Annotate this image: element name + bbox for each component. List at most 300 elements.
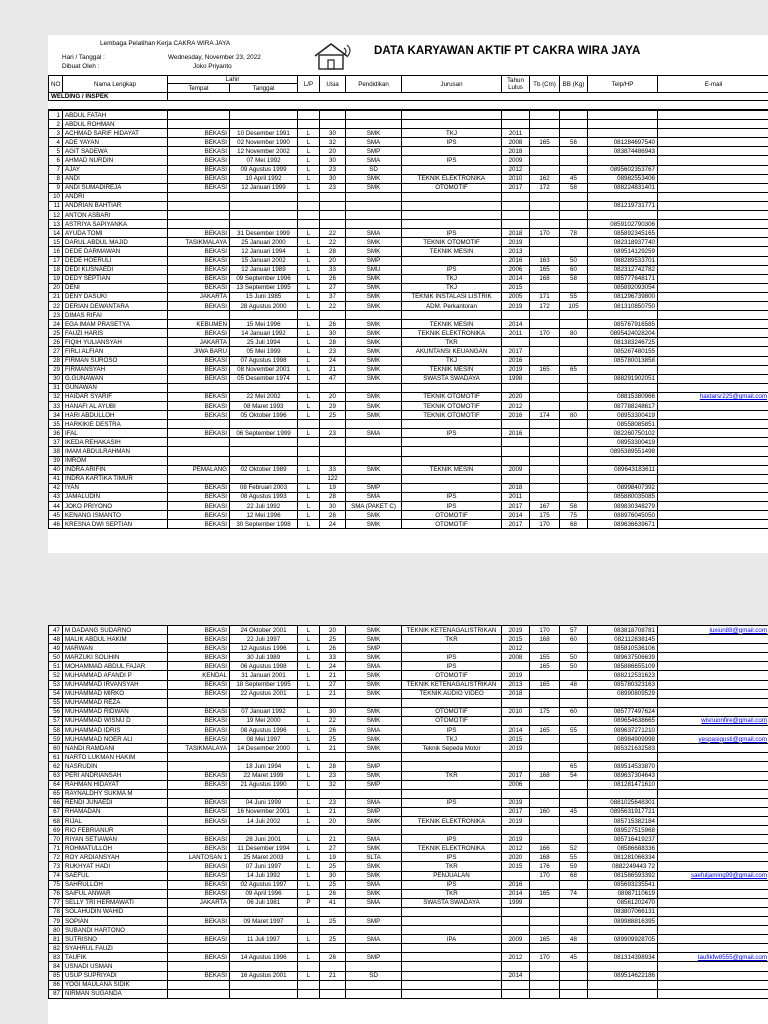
cell-tb [530,962,560,971]
cell-jurusan: OTOMOTIF [402,520,502,529]
cell-nama: GUNAWAN [63,383,168,392]
cell-jurusan [402,220,502,229]
cell-bb [560,944,588,953]
cell-no: 51 [49,662,63,671]
cell-email [658,338,768,347]
cell-usia: 28 [320,338,346,347]
cell-tanggal: 06 Juli 1981 [230,898,298,907]
cell-tempat: BEKASI [168,835,230,844]
cell-pendidikan: SMK [346,735,402,744]
cell-pendidikan [346,789,402,798]
cell-bb [560,483,588,492]
cell-jurusan [402,926,502,935]
cell-telp: 085892093054 [588,283,658,292]
table-row [49,907,768,916]
cell-nama: KRESNA DWI SEPTIAN [63,520,168,529]
sheet-header [48,35,768,110]
cell-lp [298,111,320,120]
cell-tanggal: 28 Agustus 2000 [230,301,298,310]
cell-tanggal: 19 Mei 2000 [230,716,298,725]
cell-tb: 168 [530,635,560,644]
table-row [49,753,768,762]
cell-email [658,926,768,935]
cell-jurusan: TEKNIK MESIN [402,465,502,474]
cell-bb [560,320,588,329]
cell-nama: IMROM [63,456,168,465]
cell-jurusan: TEKNIK INSTALASI LISTRIK [402,292,502,301]
table-row [49,192,768,201]
cell-tempat: BEKASI [168,889,230,898]
cell-email: haidarsr225@gmail.com [658,392,768,401]
cell-bb [560,247,588,256]
cell-pendidikan: SMK [346,465,402,474]
cell-tahun: 2016 [502,429,530,438]
cell-tempat: BEKASI [168,356,230,365]
cell-usia: 21 [320,689,346,698]
cell-email: luxiun88@gmail.com [658,626,768,635]
cell-lp: L [298,880,320,889]
table-row [49,807,768,816]
sheet-page-2 [48,625,768,1024]
cell-tempat: BEKASI [168,807,230,816]
cell-tempat [168,962,230,971]
cell-tb [530,789,560,798]
cell-lp [298,907,320,916]
cell-tanggal: 08 Maret 1993 [230,402,298,411]
cell-jurusan: Teknik Sepeda Motor [402,744,502,753]
cell-telp: 081296739800 [588,292,658,301]
cell-email [658,174,768,183]
cell-tempat: BEKASI [168,971,230,980]
cell-nama: HANAFI AL AYUBI [63,402,168,411]
cell-tanggal: 09 Agustus 1999 [230,165,298,174]
cell-tahun [502,192,530,201]
cell-tahun [502,220,530,229]
cell-lp: L [298,229,320,238]
cell-pendidikan: SMA [346,156,402,165]
cell-pendidikan: SMK [346,671,402,680]
cell-bb [560,898,588,907]
cell-telp: 085767916585 [588,320,658,329]
cell-nama: RHAMADAN [63,807,168,816]
cell-usia [320,989,346,998]
cell-nama: ANDRI [63,192,168,201]
cell-usia: 25 [320,880,346,889]
cell-telp [588,980,658,989]
cell-nama: NARTO LUKMAN HAKIM [63,753,168,762]
cell-bb [560,156,588,165]
cell-email: wisnuonfire@gmail.com [658,716,768,725]
cell-tanggal: 02 Oktober 1989 [230,465,298,474]
employee-table-2 [48,625,768,999]
cell-lp: L [298,429,320,438]
cell-usia: 24 [320,520,346,529]
cell-email [658,502,768,511]
cell-usia [320,926,346,935]
cell-usia [320,201,346,210]
cell-tb [530,447,560,456]
cell-tanggal [230,474,298,483]
cell-usia: 26 [320,511,346,520]
cell-tb: 175 [530,707,560,716]
cell-nama: MUHAMMAD WISNU D [63,716,168,725]
cell-bb: 65 [560,762,588,771]
cell-bb [560,238,588,247]
cell-telp: 088976045050 [588,511,658,520]
cell-bb: 56 [560,138,588,147]
cell-pendidikan: SMK [346,520,402,529]
table-row [49,671,768,680]
cell-tb [530,980,560,989]
cell-tempat: BEKASI [168,626,230,635]
cell-tempat: BEKASI [168,871,230,880]
cell-bb [560,644,588,653]
cell-usia: 25 [320,935,346,944]
cell-jurusan [402,698,502,707]
cell-tanggal: 15 Mei 1996 [230,320,298,329]
cell-telp: 08953300419 [588,438,658,447]
cell-nama: DEDI KUSNAEDI [63,265,168,274]
cell-tahun: 2012 [502,402,530,411]
cell-pendidikan [346,447,402,456]
cell-tahun [502,753,530,762]
col-lahir: Lahir [168,76,298,84]
cell-tahun: 2012 [502,165,530,174]
cell-telp: 0895602353767 [588,165,658,174]
cell-tanggal: 16 November 2001 [230,807,298,816]
cell-jurusan [402,753,502,762]
cell-lp: L [298,689,320,698]
cell-no: 71 [49,844,63,853]
cell-jurusan [402,311,502,320]
cell-lp: L [298,347,320,356]
cell-tanggal: 12 November 2002 [230,147,298,156]
cell-no: 63 [49,771,63,780]
cell-email [658,447,768,456]
cell-tempat: BEKASI [168,511,230,520]
column-header [48,75,768,101]
table-row [49,917,768,926]
cell-jurusan: IPS [402,726,502,735]
cell-pendidikan [346,826,402,835]
cell-tanggal [230,753,298,762]
cell-tb [530,201,560,210]
cell-tb [530,483,560,492]
cell-tb [530,192,560,201]
cell-telp: 085716419237 [588,835,658,844]
cell-tahun: 2018 [502,147,530,156]
cell-usia: 23 [320,771,346,780]
cell-bb [560,989,588,998]
cell-telp: 081586593392 [588,871,658,880]
cell-tempat: BEKASI [168,653,230,662]
cell-tanggal: 30 Juli 1989 [230,653,298,662]
cell-tb: 170 [530,329,560,338]
cell-tempat [168,311,230,320]
cell-tempat [168,789,230,798]
cell-no: 54 [49,689,63,698]
cell-usia: 27 [320,283,346,292]
cell-telp: 085892345165 [588,229,658,238]
cell-tahun [502,447,530,456]
cell-tanggal [230,698,298,707]
cell-usia: 22 [320,229,346,238]
cell-telp: 08998407392 [588,483,658,492]
cell-pendidikan: SMK [346,329,402,338]
table-row [49,411,768,420]
table-row [49,635,768,644]
cell-pendidikan: SMP [346,483,402,492]
cell-lp [298,826,320,835]
table-row [49,220,768,229]
cell-tb: 170 [530,626,560,635]
cell-tempat [168,698,230,707]
table-row [49,147,768,156]
cell-jurusan: IPA [402,935,502,944]
cell-telp: 082318937740 [588,238,658,247]
cell-tanggal: 04 Juni 1999 [230,798,298,807]
cell-tb: 165 [530,265,560,274]
cell-bb: 50 [560,662,588,671]
cell-tb: 172 [530,183,560,192]
cell-tahun: 2019 [502,671,530,680]
table-row [49,174,768,183]
cell-tanggal [230,989,298,998]
cell-email [658,456,768,465]
cell-jurusan [402,944,502,953]
cell-jurusan: TEKNIK OTOMOTIF [402,402,502,411]
cell-no: 21 [49,292,63,301]
cell-nama: ABDUL FATAH [63,111,168,120]
cell-tahun: 2013 [502,680,530,689]
cell-tanggal: 11 Juli 1997 [230,935,298,944]
cell-tempat: BEKASI [168,862,230,871]
cell-jurusan: IPS [402,156,502,165]
cell-pendidikan [346,438,402,447]
cell-tb [530,944,560,953]
cell-no: 32 [49,392,63,401]
cell-tahun [502,383,530,392]
cell-nama: RAHMAN HIDAYAT [63,780,168,789]
table-row [49,980,768,989]
table-row [49,311,768,320]
cell-bb [560,716,588,725]
cell-email [658,798,768,807]
cell-jurusan [402,917,502,926]
cell-no: 34 [49,411,63,420]
cell-usia: 23 [320,429,346,438]
cell-tb: 176 [530,862,560,871]
cell-telp [588,456,658,465]
cell-pendidikan: SMP [346,780,402,789]
cell-bb: 45 [560,174,588,183]
cell-telp: 089637506639 [588,653,658,662]
cell-tb [530,816,560,825]
cell-nama: ADE YAYAN [63,138,168,147]
cell-tempat [168,989,230,998]
cell-tanggal: 08 November 2001 [230,365,298,374]
cell-email [658,962,768,971]
cell-no: 33 [49,402,63,411]
cell-tahun: 1999 [502,898,530,907]
cell-nama: MUHAMMAD MIRKO [63,689,168,698]
cell-jurusan: TEKNIK MESIN [402,320,502,329]
cell-lp: L [298,716,320,725]
cell-usia: 24 [320,356,346,365]
cell-no: 73 [49,862,63,871]
table-row [49,438,768,447]
cell-tb: 174 [530,411,560,420]
cell-usia [320,980,346,989]
cell-tempat: BEKASI [168,229,230,238]
cell-jurusan: IPS [402,835,502,844]
cell-tempat: LANTOSAN 1 [168,853,230,862]
cell-lp: L [298,411,320,420]
table-row [49,283,768,292]
cell-tanggal: 07 Juni 1997 [230,862,298,871]
cell-usia [320,211,346,220]
cell-tb [530,898,560,907]
cell-email [658,383,768,392]
cell-lp: L [298,392,320,401]
cell-tahun [502,698,530,707]
cell-lp: L [298,680,320,689]
cell-nama: ABDUL ROHMAN [63,120,168,129]
cell-tanggal [230,789,298,798]
cell-tempat: BEKASI [168,780,230,789]
cell-email [658,653,768,662]
cell-tahun [502,871,530,880]
cell-lp: L [298,653,320,662]
cell-pendidikan: SMK [346,129,402,138]
cell-usia: 30 [320,707,346,716]
cell-tb: 162 [530,174,560,183]
cell-usia: 26 [320,320,346,329]
cell-pendidikan: SMK [346,374,402,383]
cell-pendidikan [346,926,402,935]
cell-email [658,880,768,889]
cell-pendidikan: SMA [346,798,402,807]
cell-bb [560,880,588,889]
cell-lp: L [298,798,320,807]
cell-bb [560,789,588,798]
cell-jurusan: TKR [402,338,502,347]
cell-tempat: BEKASI [168,402,230,411]
cell-tanggal: 25 Januari 2000 [230,238,298,247]
cell-no: 80 [49,926,63,935]
cell-telp: 089514129259 [588,247,658,256]
cell-tahun: 2012 [502,644,530,653]
cell-jurusan: TEKNIK ELEKTRONIKA [402,844,502,853]
cell-tahun [502,989,530,998]
cell-usia: 23 [320,798,346,807]
cell-telp: 088289533701 [588,256,658,265]
cell-nama: MUHAMMAD IRVANSYAH [63,680,168,689]
cell-lp: L [298,465,320,474]
cell-email [658,744,768,753]
cell-nama: IYAN [63,483,168,492]
cell-email [658,211,768,220]
table-row [49,483,768,492]
cell-jurusan: IPS [402,662,502,671]
cell-bb [560,111,588,120]
cell-pendidikan [346,474,402,483]
table-row [49,129,768,138]
cell-email [658,192,768,201]
cell-pendidikan [346,944,402,953]
table-row [49,871,768,880]
cell-usia: 27 [320,844,346,853]
col-tb: Tb (Cm) [530,76,560,93]
cell-no: 84 [49,962,63,971]
cell-telp: 082312742782 [588,265,658,274]
cell-jurusan: TEKNIK ELEKTRONIKA [402,816,502,825]
cell-telp: 083807066131 [588,907,658,916]
cell-no: 7 [49,165,63,174]
cell-tahun [502,120,530,129]
cell-jurusan: SWASTA SWADAYA [402,898,502,907]
cell-tempat: TASIKMALAYA [168,744,230,753]
cell-nama: MUHAMMAD RIDWAN [63,707,168,716]
cell-nama: INDRA ARIFIN [63,465,168,474]
cell-tempat: BEKASI [168,147,230,156]
cell-pendidikan: SMA [346,898,402,907]
cell-email [658,147,768,156]
cell-no: 75 [49,880,63,889]
table-row [49,889,768,898]
cell-lp [298,474,320,483]
cell-usia: 25 [320,917,346,926]
cell-no: 17 [49,256,63,265]
table-row [49,816,768,825]
cell-telp: 085886655109 [588,662,658,671]
cell-tahun: 2014 [502,971,530,980]
cell-tb [530,338,560,347]
cell-usia [320,120,346,129]
cell-tempat: BEKASI [168,392,230,401]
cell-lp: L [298,365,320,374]
cell-tanggal: 24 Oktober 2001 [230,626,298,635]
cell-jurusan [402,211,502,220]
cell-pendidikan: SMU [346,265,402,274]
cell-tanggal: 18 Juni 1994 [230,762,298,771]
cell-tahun: 2011 [502,492,530,501]
cell-tahun [502,716,530,725]
table-row [49,971,768,980]
cell-tanggal [230,220,298,229]
cell-tb [530,347,560,356]
cell-tanggal: 09 September 1996 [230,274,298,283]
table-row [49,356,768,365]
cell-pendidikan: SMK [346,183,402,192]
cell-email [658,283,768,292]
cell-no: 25 [49,329,63,338]
cell-lp: L [298,762,320,771]
cell-no: 37 [49,438,63,447]
cell-jurusan: IPS [402,429,502,438]
cell-telp: 08561202470 [588,898,658,907]
cell-tanggal [230,192,298,201]
cell-bb [560,907,588,916]
cell-bb: 75 [560,511,588,520]
table-row [49,420,768,429]
cell-lp: L [298,174,320,183]
cell-email [658,274,768,283]
cell-tb [530,826,560,835]
cell-tahun: 2009 [502,156,530,165]
cell-tempat: BEKASI [168,935,230,944]
cell-pendidikan: SMK [346,292,402,301]
